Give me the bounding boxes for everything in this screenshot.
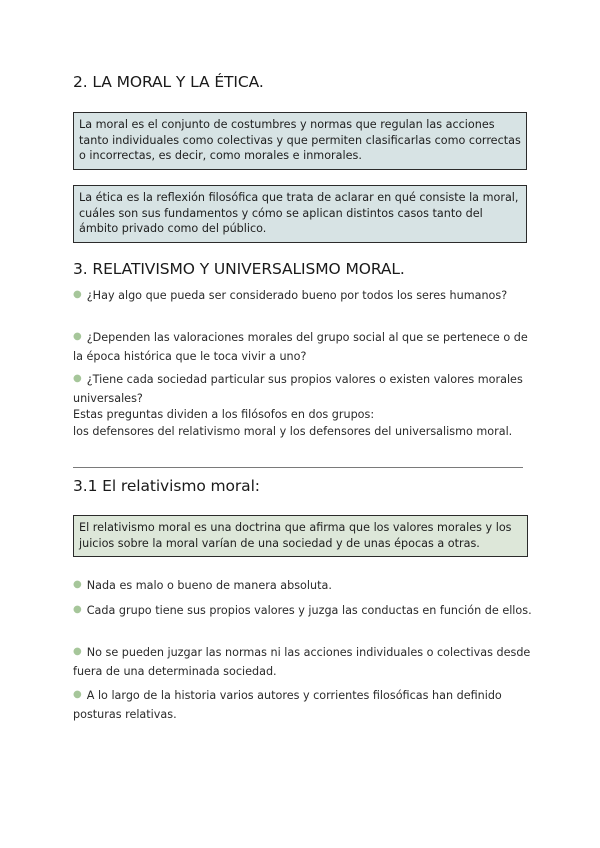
question-item	[73, 329, 533, 365]
question-text: ¿Hay algo que pueda ser considerado bueno por todos los seres humanos?	[86, 289, 508, 302]
bullet-icon: ●	[73, 331, 82, 342]
relativism-definition-box: El relativismo moral es una doctrina que afirma que los valores morales y los juicios sobre la moral varían de una sociedad y de unas épocas a otras.	[73, 515, 528, 557]
bullet-icon: ●	[73, 646, 82, 657]
question-item	[73, 371, 533, 407]
moral-definition-box: La moral es el conjunto de costumbres y normas que regulan las acciones tanto individuales como colectivas y que permiten clasificarlas como correctas o incorrectas, es decir, como morales e inmorales.	[73, 112, 527, 170]
bullet-icon: ●	[73, 604, 82, 615]
question-item	[73, 287, 533, 306]
question-text: ¿Tiene cada sociedad particular sus propios valores o existen valores morales universales?	[73, 373, 523, 405]
section-2-title: 2. LA MORAL Y LA ÉTICA.	[73, 73, 264, 91]
bullet-icon: ●	[73, 373, 82, 384]
section-3-title: 3. RELATIVISMO Y UNIVERSALISMO MORAL.	[73, 260, 405, 278]
conclusion-line: los defensores del relativismo moral y los defensores del universalismo moral.	[73, 425, 513, 438]
relativism-point	[73, 602, 533, 621]
section-divider	[73, 467, 523, 468]
question-text: ¿Dependen las valoraciones morales del grupo social al que se pertenece o de la época histórica que le toca vivir a uno?	[73, 331, 528, 363]
point-text: Cada grupo tiene sus propios valores y juzga las conductas en función de ellos.	[86, 604, 532, 617]
bullet-icon: ●	[73, 289, 82, 300]
bullet-icon: ●	[73, 689, 82, 700]
point-text: Nada es malo o bueno de manera absoluta.	[86, 579, 332, 592]
etica-definition-box: La ética es la reflexión filosófica que trata de aclarar en qué consiste la moral, cuáles son sus fundamentos y cómo se aplican distintos casos tanto del ámbito privado como del público.	[73, 185, 527, 243]
relativism-point	[73, 577, 533, 596]
relativism-point	[73, 644, 533, 680]
point-text: A lo largo de la historia varios autores y corrientes filosóficas han definido posturas relativas.	[73, 689, 502, 721]
section-3-1-title: 3.1 El relativismo moral:	[73, 477, 260, 495]
bullet-icon: ●	[73, 579, 82, 590]
point-text: No se pueden juzgar las normas ni las acciones individuales o colectivas desde fuera de una determinada sociedad.	[73, 646, 531, 678]
conclusion-line: Estas preguntas dividen a los filósofos en dos grupos:	[73, 408, 375, 421]
relativism-point	[73, 687, 533, 723]
